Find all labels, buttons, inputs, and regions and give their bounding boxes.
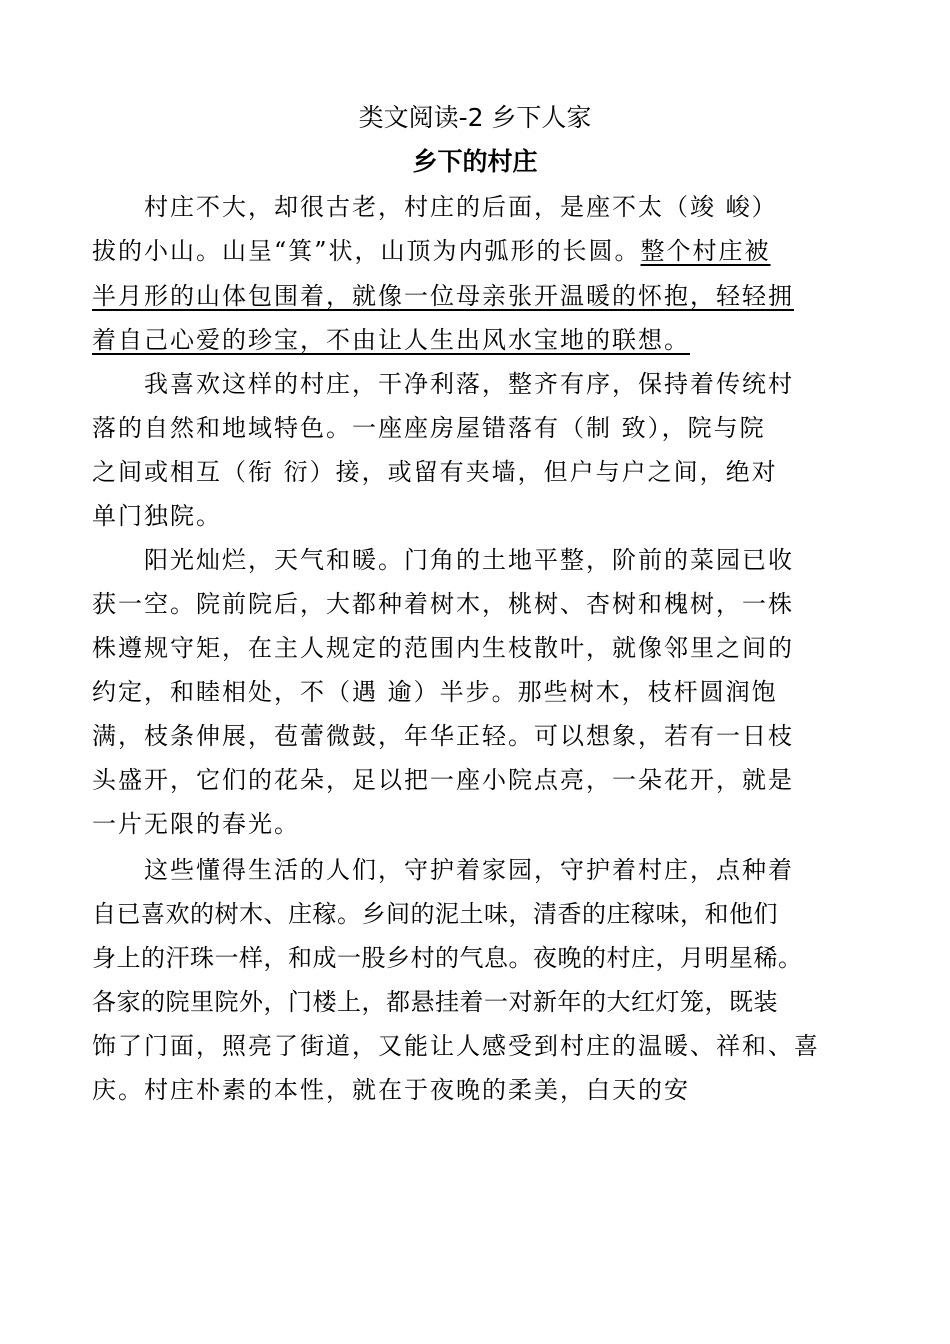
article-title: 乡下的村庄	[412, 147, 538, 176]
text-line: 满，枝条伸展，苞蕾微鼓，年华正轻。可以想象，若有一日枝	[92, 722, 794, 750]
text-line: 拔的小山。山呈“箕”状，山顶为内弧形的长圆。整个村庄被	[92, 237, 771, 265]
underlined-passage: 着自己心爱的珍宝，不由让人生出风水宝地的联想。	[92, 326, 690, 354]
text-line: 各家的院里院外，门楼上，都悬挂着一对新年的大红灯笼，既装	[92, 988, 778, 1016]
text-line: 头盛开，它们的花朵，足以把一座小院点亮，一朵花开，就是	[92, 766, 794, 794]
text-line: 饰了门面，照亮了街道，又能让人感受到村庄的温暖、祥和、喜	[92, 1032, 820, 1060]
underlined-passage: 半月形的山体包围着，就像一位母亲张开温暖的怀抱，轻轻拥	[92, 282, 794, 310]
text-line: 单门独院。	[92, 502, 222, 530]
text-line: 约定，和睦相处，不（遇 逾）半步。那些树木，枝杆圆润饱	[92, 678, 778, 706]
text-line: 之间或相互（衔 衍）接，或留有夹墙，但户与户之间，绝对	[92, 458, 778, 486]
text-line: 阳光灿烂，天气和暖。门角的土地平整，阶前的菜园已收	[92, 546, 794, 574]
document-title: 类文阅读-2 乡下人家	[358, 103, 592, 132]
text-line: 株遵规守矩，在主人规定的范围内生枝散叶，就像邻里之间的	[92, 634, 794, 662]
text-line: 获一空。院前院后，大都种着树木，桃树、杏树和槐树，一株	[92, 590, 794, 618]
text-line: 这些懂得生活的人们，守护着家园，守护着村庄，点种着	[92, 856, 794, 884]
text-line: 身上的汗珠一样，和成一股乡村的气息。夜晚的村庄，月明星稀。	[92, 944, 803, 972]
text-line: 一片无限的春光。	[92, 810, 300, 838]
text-line: 庆。村庄朴素的本性，就在于夜晚的柔美，白天的安	[92, 1076, 690, 1104]
text-line: 我喜欢这样的村庄，干净利落，整齐有序，保持着传统村	[92, 370, 794, 398]
text-line: 落的自然和地域特色。一座座房屋错落有（制 致），院与院	[92, 414, 766, 442]
text-line: 村庄不大，却很古老，村庄的后面，是座不太（竣 峻）	[92, 193, 778, 221]
underlined-passage: 整个村庄被	[640, 237, 771, 265]
text-line: 自已喜欢的树木、庄稼。乡间的泥土味，清香的庄稼味，和他们	[92, 900, 778, 928]
